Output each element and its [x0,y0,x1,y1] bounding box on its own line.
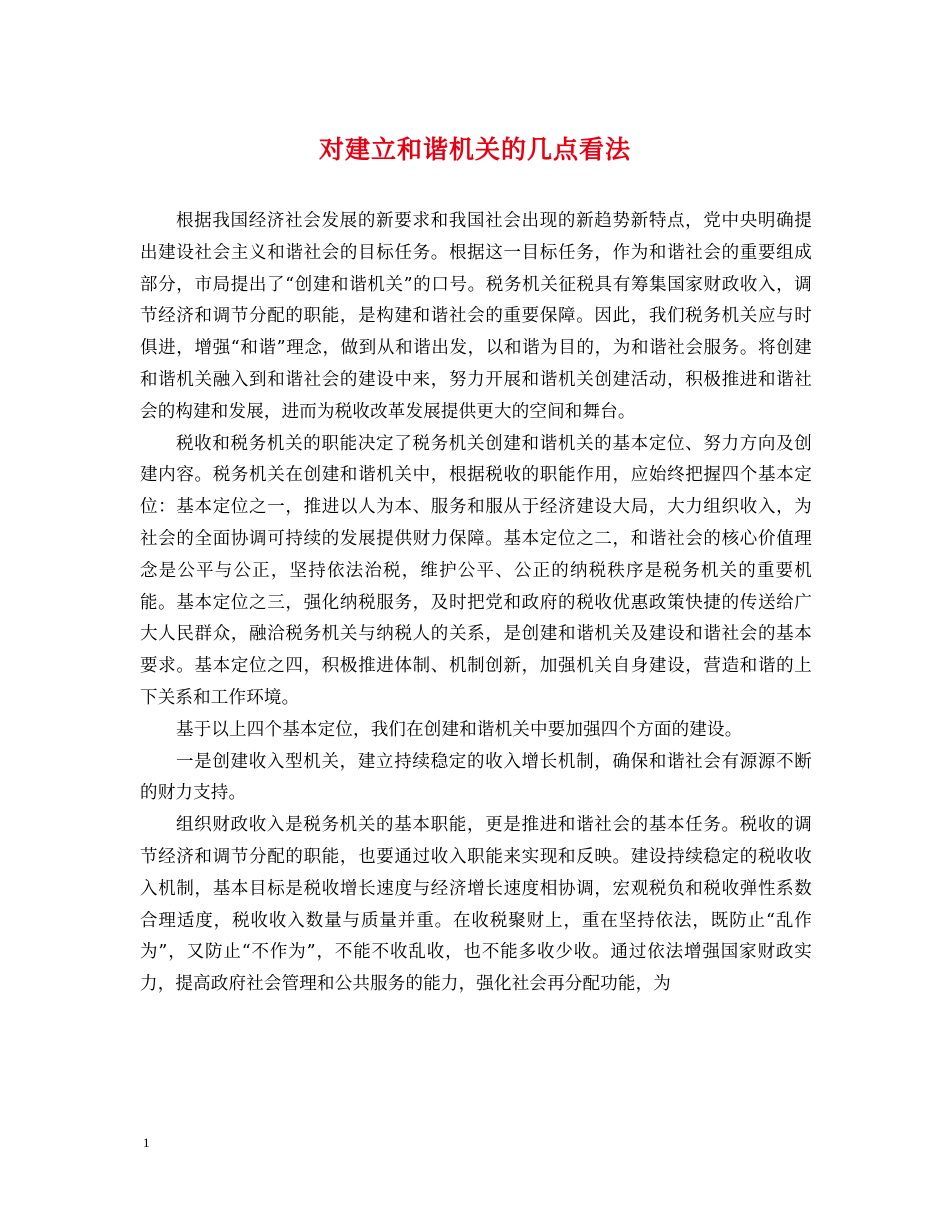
document-body [140,206,812,1001]
paragraph: 一是创建收入型机关，建立持续稳定的收入增长机制，确保和谐社会有源源不断的财力支持。 [140,751,812,804]
paragraph: 税收和税务机关的职能决定了税务机关创建和谐机关的基本定位、努力方向及创建内容。税务机关在创建和谐机关中，根据税收的职能作用，应始终把握四个基本定位：基本定位之一，推进以人为本、服务和服从于经济建设大局，大力组织收入，为社会的全面协调可持续的发展提供财力保障。基本定位之二，和谐社会的核心价值理念是公平与公正，坚持依法治税，维护公平、公正的纳税秩序是税务机关的重要机能。基本定位之三，强化纳税服务，及时把党和政府的税收优惠政策快捷的传送给广大人民群众，融洽税务机关与纳税人的关系，是创建和谐机关及建设和谐社会的基本要求。基本定位之四，积极推进体制、机制创新，加强机关自身建设，营造和谐的上下关系和工作环境。 [140,433,812,708]
paragraph: 根据我国经济社会发展的新要求和我国社会出现的新趋势新特点，党中央明确提出建设社会主义和谐社会的目标任务。根据这一目标任务，作为和谐社会的重要组成部分，市局提出了“创建和谐机关”的口号。税务机关征税具有筹集国家财政收入，调节经济和调节分配的职能，是构建和谐社会的重要保障。因此，我们税务机关应与时俱进，增强“和谐”理念，做到从和谐出发，以和谐为目的，为和谐社会服务。将创建和谐机关融入到和谐社会的建设中来，努力开展和谐机关创建活动，积极推进和谐社会的构建和发展，进而为税收改革发展提供更大的空间和舞台。 [140,211,812,422]
paragraph: 基于以上四个基本定位，我们在创建和谐机关中要加强四个方面的建设。 [176,719,743,740]
page-number: 1 [143,1135,150,1150]
paragraph: 组织财政收入是税务机关的基本职能，更是推进和谐社会的基本任务。税收的调节经济和调节分配的职能，也要通过收入职能来实现和反映。建设持续稳定的税收收入机制，基本目标是税收增长速度与经济增长速度相协调，宏观税负和税收弹性系数合理适度，税收收入数量与质量并重。在收税聚财上，重在坚持依法，既防止“乱作为”，又防止“不作为”，不能不收乱收，也不能多收少收。通过依法增强国家财政实力，提高政府社会管理和公共服务的能力，强化社会再分配功能，为 [140,815,812,995]
document-title: 对建立和谐机关的几点看法 [318,135,631,164]
